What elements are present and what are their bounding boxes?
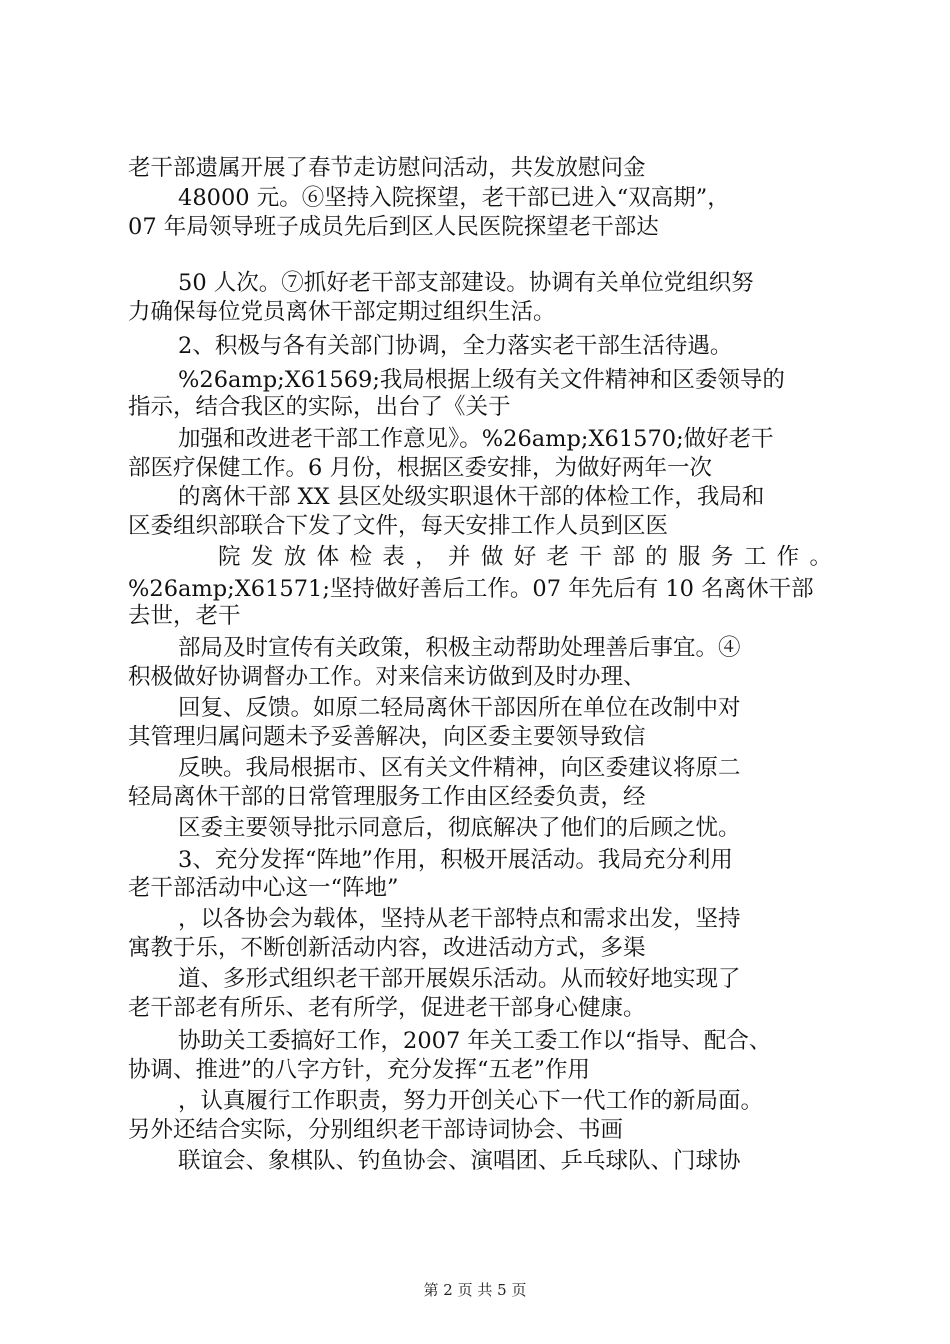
text-line: 去世，老干 (128, 603, 241, 629)
text-line: 协助关工委搞好工作，2007 年关工委工作以“指导、配合、 (178, 1028, 772, 1054)
text-line: 2、积极与各有关部门协调，全力落实老干部生活待遇。 (178, 333, 733, 359)
text-line: 48000 元。⑥坚持入院探望，老干部已进入“双高期”， (178, 185, 730, 211)
text-line: 积极做好协调督办工作。对来信来访做到及时办理、 (128, 664, 646, 690)
text-line: ，认真履行工作职责，努力开创关心下一代工作的新局面。 (178, 1088, 764, 1114)
text-line: 区委主要领导批示同意后，彻底解决了他们的后顾之忧。 (178, 815, 741, 841)
text-line: 50 人次。⑦抓好老干部支部建设。协调有关单位党组织努 (178, 270, 754, 296)
text-line: 其管理归属问题未予妥善解决，向区委主要领导致信 (128, 724, 646, 750)
text-line: 老干部遗属开展了春节走访慰问活动，共发放慰问金 (128, 155, 646, 181)
text-line: 07 年局领导班子成员先后到区人民医院探望老干部达 (128, 214, 659, 240)
text-line: 院发放体检表，并做好老干部的服务工作。 (218, 544, 832, 570)
text-line: 老干部活动中心这一“阵地” (128, 875, 399, 901)
text-line: 的离休干部 XX 县区处级实职退休干部的体检工作，我局和 (178, 484, 765, 510)
text-line: 指示，结合我区的实际，出台了《关于 (128, 394, 511, 420)
text-line: 另外还结合实际，分别组织老干部诗词协会、书画 (128, 1117, 624, 1143)
text-line: 3、充分发挥“阵地”作用，积极开展活动。我局充分利用 (178, 847, 733, 873)
page-number-footer: 第 2 页 共 5 页 (423, 1281, 527, 1299)
text-line: 老干部老有所乐、老有所学，促进老干部身心健康。 (128, 995, 646, 1021)
text-line: 回复、反馈。如原二轻局离休干部因所在单位在改制中对 (178, 695, 741, 721)
text-line: 联谊会、象棋队、钓鱼协会、演唱团、乒乓球队、门球协 (178, 1148, 741, 1174)
text-line: 部局及时宣传有关政策，积极主动帮助处理善后事宜。④ (178, 635, 741, 661)
text-line: 道、多形式组织老干部开展娱乐活动。从而较好地实现了 (178, 966, 741, 992)
text-line: 协调、推进”的八字方针，充分发挥“五老”作用 (128, 1057, 591, 1083)
text-line: 力确保每位党员离休干部定期过组织生活。 (128, 299, 556, 325)
text-line: ，以各协会为载体，坚持从老干部特点和需求出发，坚持 (178, 906, 741, 932)
text-line: 轻局离休干部的日常管理服务工作由区经委负责，经 (128, 784, 646, 810)
text-line: 寓教于乐，不断创新活动内容，改进活动方式，多渠 (128, 935, 646, 961)
text-line: 加强和改进老干部工作意见》。%26amp;X61570;做好老干 (178, 426, 774, 452)
text-line: 反映。我局根据市、区有关文件精神，向区委建议将原二 (178, 755, 741, 781)
text-line: 部医疗保健工作。6 月份，根据区委安排，为做好两年一次 (128, 455, 712, 481)
text-line: %26amp;X61571;坚持做好善后工作。07 年先后有 10 名离休干部 (128, 576, 814, 602)
text-line: %26amp;X61569;我局根据上级有关文件精神和区委领导的 (178, 367, 785, 393)
text-line: 区委组织部联合下发了文件，每天安排工作人员到区医 (128, 513, 669, 539)
